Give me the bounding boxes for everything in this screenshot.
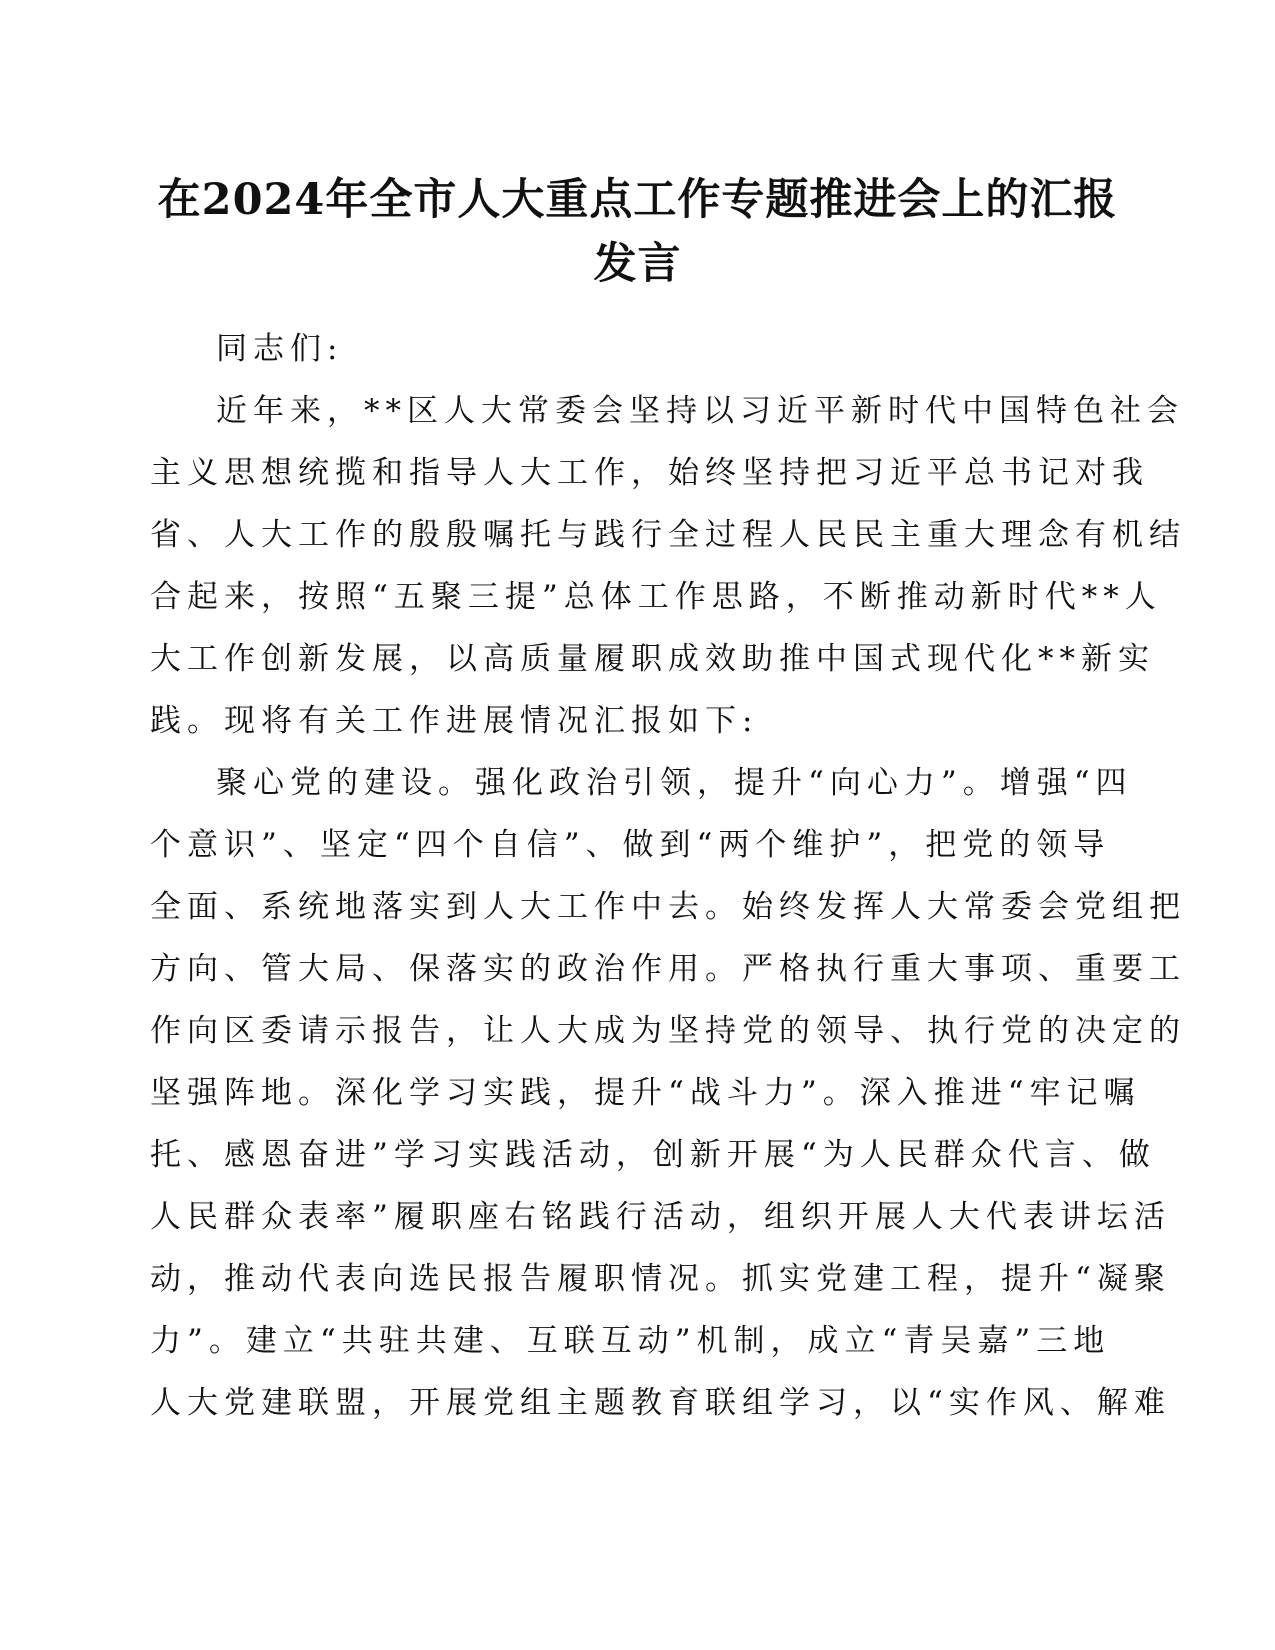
paragraph-line: 践。现将有关工作进展情况汇报如下: <box>150 703 759 739</box>
document-title: 在2024年全市人大重点工作专题推进会上的汇报发言 <box>157 175 1118 289</box>
paragraph-line: 人民群众表率”履职座右铭践行活动，组织开展人大代表讲坛活 <box>150 1199 1171 1235</box>
paragraph-line: 个意识”、坚定“四个自信”、做到“两个维护”，把党的领导 <box>150 827 1111 863</box>
paragraph-line: 方向、管大局、保落实的政治作用。严格执行重大事项、重要工 <box>150 951 1186 987</box>
paragraph-line: 聚心党的建设。强化政治引领，提升“向心力”。增强“四 <box>216 765 1133 801</box>
paragraph-party-building <box>150 752 1186 1434</box>
paragraph-line: 近年来，**区人大常委会坚持以习近平新时代中国特色社会 <box>216 393 1184 429</box>
paragraph-line: 全面、系统地落实到人大工作中去。始终发挥人大常委会党组把 <box>150 889 1186 925</box>
document-body <box>150 318 1186 1434</box>
paragraph-line: 坚强阵地。深化学习实践，提升“战斗力”。深入推进“牢记嘱 <box>150 1075 1141 1111</box>
paragraph-line: 大工作创新发展，以高质量履职成效助推中国式现代化**新实 <box>150 641 1155 677</box>
paragraph-line: 合起来，按照“五聚三提”总体工作思路，不断推动新时代**人 <box>150 579 1162 615</box>
paragraph-intro <box>150 380 1186 752</box>
salutation: 同志们: <box>216 331 344 367</box>
paragraph-line: 省、人大工作的殷殷嘱托与践行全过程人民民主重大理念有机结 <box>150 517 1186 553</box>
paragraph-line: 主义思想统揽和指导人大工作，始终坚持把习近平总书记对我 <box>150 455 1149 491</box>
paragraph-line: 力”。建立“共驻共建、互联互动”机制，成立“青吴嘉”三地 <box>150 1323 1111 1359</box>
paragraph-line: 托、感恩奋进”学习实践活动，创新开展“为人民群众代言、做 <box>150 1137 1156 1173</box>
paragraph-line: 动，推动代表向选民报告履职情况。抓实党建工程，提升“凝聚 <box>150 1261 1171 1297</box>
paragraph-line: 作向区委请示报告，让人大成为坚持党的领导、执行党的决定的 <box>150 1013 1186 1049</box>
paragraph-line: 人大党建联盟，开展党组主题教育联组学习，以“实作风、解难 <box>150 1385 1171 1421</box>
